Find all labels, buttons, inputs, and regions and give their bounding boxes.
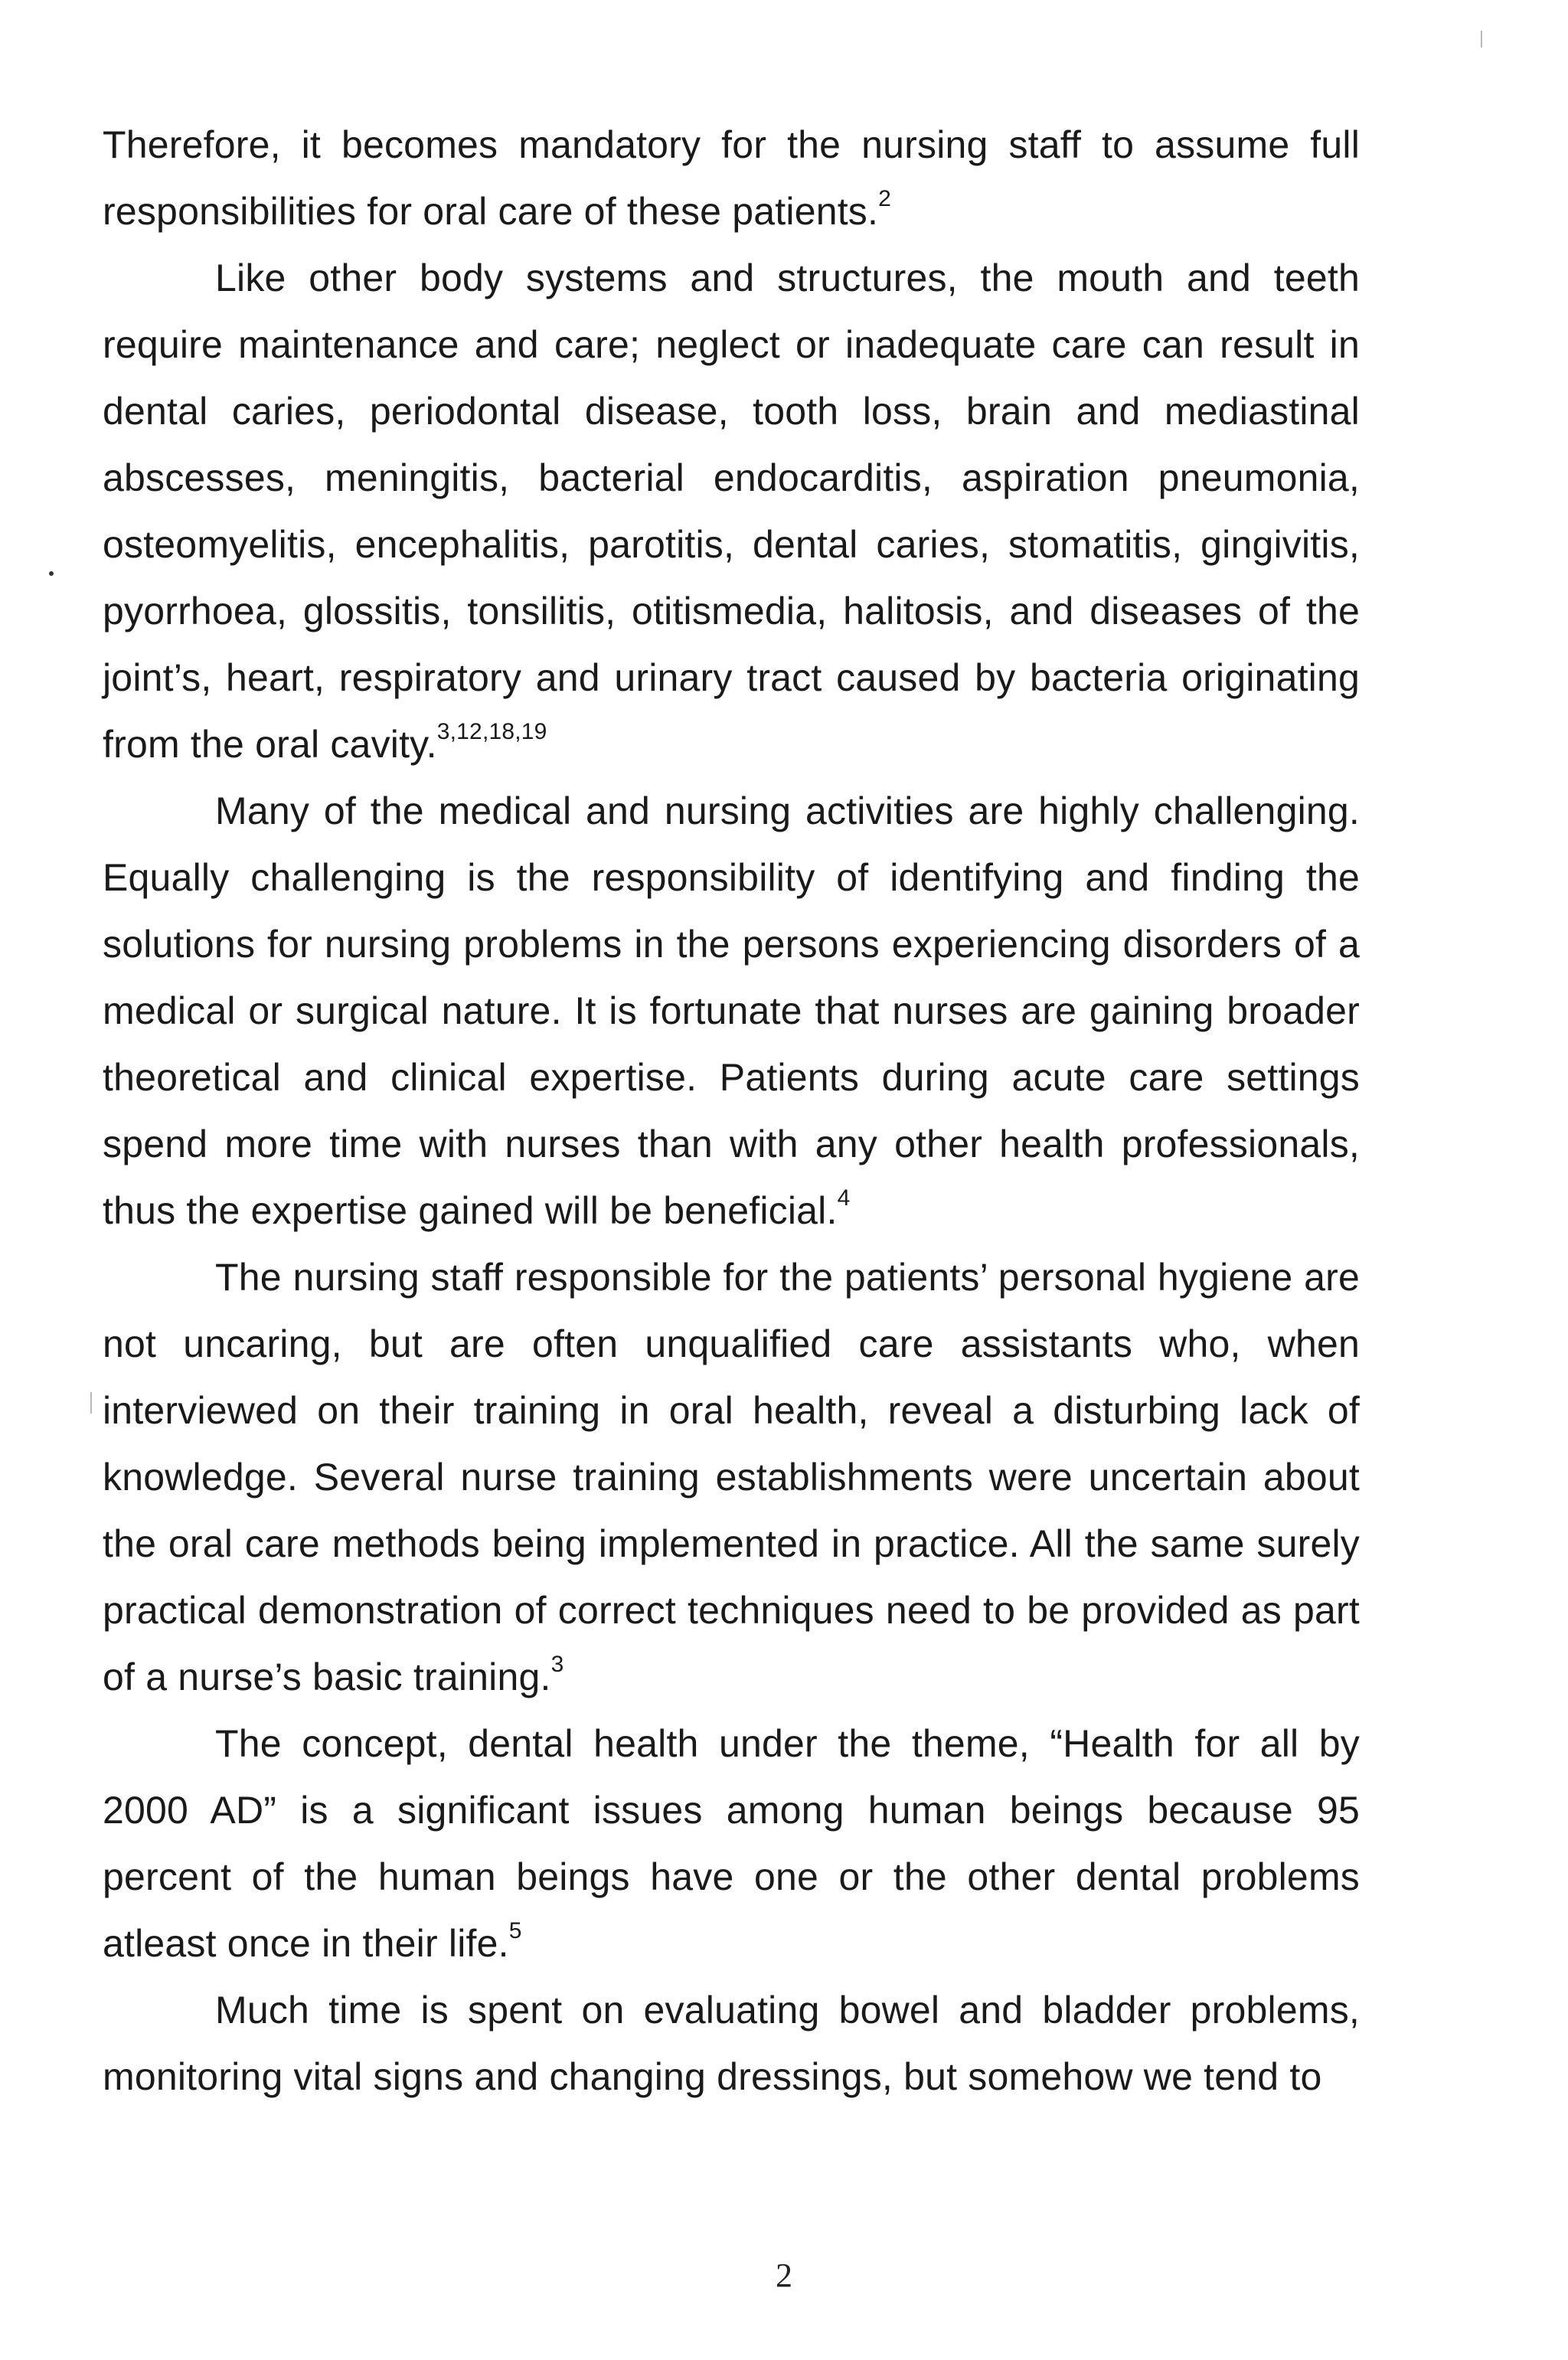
paragraph-6: [103, 1977, 1360, 2110]
paragraph-2-text: Like other body systems and structures, the mouth and teeth require maintenance and care; neglect or inadequate care can result in dental caries, periodontal disease, tooth loss, brain and mediastinal abscesses, meningitis, bacterial endocarditis, aspiration pneumonia, osteomyelitis, encephalitis, parotitis, dental caries, stomatitis, gingivitis, pyorrhoea, glossitis, tonsilitis, otitismedia, halitosis, and diseases of the joint’s, heart, respiratory and urinary tract caused by bacteria originating from the oral cavity.: [103, 257, 1360, 766]
paragraph-5: [103, 1711, 1360, 1977]
paragraph-3: [103, 778, 1360, 1244]
paragraph-5-citation: 5: [508, 1918, 522, 1943]
paragraph-1-text: Therefore, it becomes mandatory for the nursing staff to assume full responsibilities for oral care of these patients.: [103, 123, 1360, 233]
paragraph-5-text: The concept, dental health under the theme, “Health for all by 2000 AD” is a significant issues among human beings because 95 percent of the human beings have one or the other dental problems atleast once in their life.: [103, 1722, 1360, 1965]
page-number: 2: [776, 2257, 792, 2294]
paragraph-3-citation: 4: [837, 1185, 851, 1211]
paragraph-4-text: The nursing staff responsible for the patients’ personal hygiene are not uncaring, but are often unqualified care assistants who, when interviewed on their training in oral health, reveal a disturbing lack of knowledge. Several nurse training establishments were uncertain about the oral care methods being implemented in practice. All the same surely practical demonstration of correct techniques need to be provided as part of a nurse’s basic training.: [103, 1256, 1360, 1698]
paragraph-3-text: Many of the medical and nursing activities are highly challenging. Equally challenging is the responsibility of identifying and finding the solutions for nursing problems in the persons experiencing disorders of a medical or surgical nature. It is fortunate that nurses are gaining broader theoretical and clinical expertise. Patients during acute care settings spend more time with nurses than with any other health professionals, thus the expertise gained will be beneficial.: [103, 789, 1360, 1232]
paragraph-6-text: Much time is spent on evaluating bowel and bladder problems, monitoring vital signs and changing dressings, but somehow we tend to: [103, 1989, 1360, 2098]
paragraph-2-citation: 3,12,18,19: [436, 719, 547, 744]
body-text: [103, 112, 1360, 2110]
paragraph-1: [103, 112, 1360, 245]
paragraph-1-citation: 2: [878, 186, 891, 211]
scan-mark: [90, 1392, 92, 1414]
paragraph-4-citation: 3: [550, 1652, 564, 1677]
scan-speck: [49, 571, 54, 576]
paragraph-4: [103, 1244, 1360, 1711]
paragraph-2: [103, 245, 1360, 778]
scan-mark: [1481, 31, 1482, 47]
